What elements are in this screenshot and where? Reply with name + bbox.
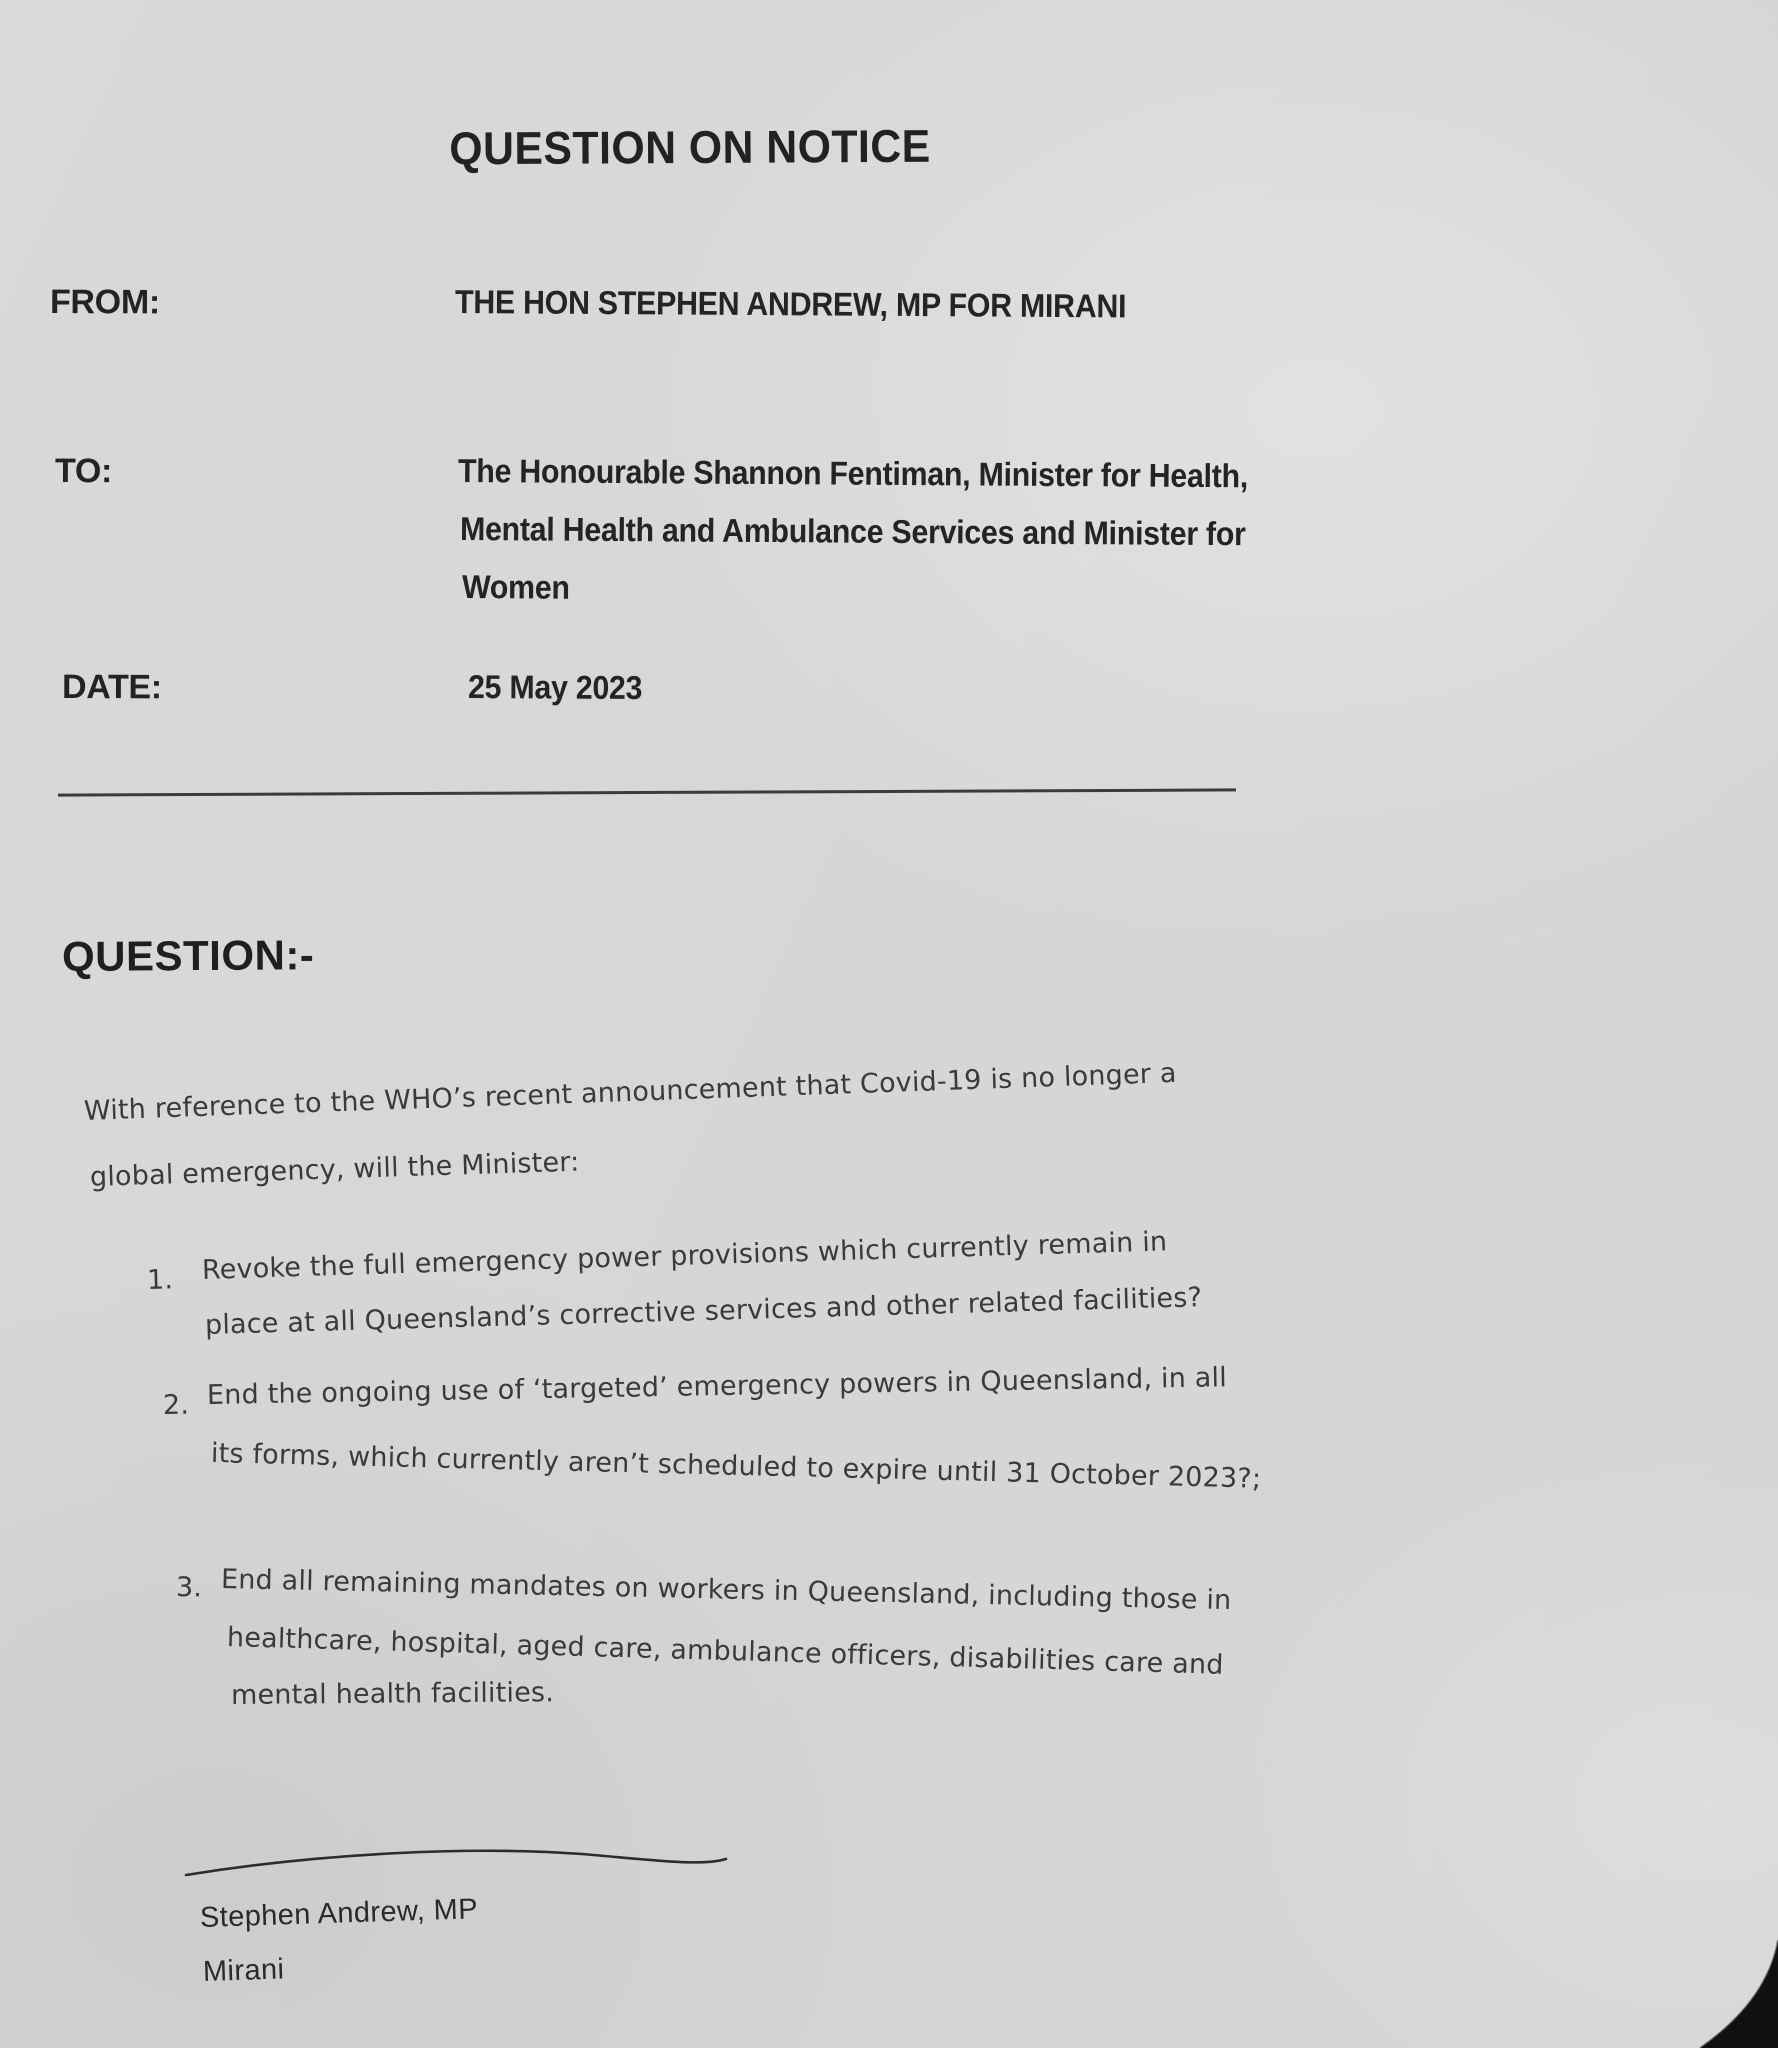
signature-electorate: Mirani [202,1953,285,1988]
list-item-line: place at all Queensland’s corrective services and other related facilities? [204,1282,1203,1341]
list-item-line: healthcare, hospital, aged care, ambulance officers, disabilities care and [226,1622,1225,1681]
list-item-line: its forms, which currently aren’t scheduled to expire until 31 October 2023?; [210,1438,1262,1495]
to-value-line: Mental Health and Ambulance Services and Minister for [459,510,1246,553]
list-item-number: 1. [146,1264,174,1296]
signature-name: Stephen Andrew, MP [199,1893,479,1934]
date-value: 25 May 2023 [467,668,643,706]
date-label: DATE: [61,668,162,707]
to-value-line: The Honourable Shannon Fentiman, Minister for Health, [457,452,1249,495]
signature-line [182,1842,730,1880]
from-value: THE HON STEPHEN ANDREW, MP FOR MIRANI [454,283,1127,325]
question-intro-line: global emergency, will the Minister: [89,1146,580,1193]
question-intro-line: With reference to the WHO’s recent announcement that Covid-19 is no longer a [83,1057,1178,1127]
list-item-line: Revoke the full emergency power provisions which currently remain in [201,1226,1168,1286]
to-value-line: Women [461,568,570,606]
section-divider-line [58,788,1236,796]
list-item-line: mental health facilities. [230,1677,555,1711]
list-item-line: End all remaining mandates on workers in Queensland, including those in [220,1564,1232,1617]
list-item-line: End the ongoing use of ‘targeted’ emergency powers in Queensland, in all [206,1362,1228,1411]
paper-corner-shadow [1686,1898,1778,2048]
question-heading: QUESTION:- [61,931,315,980]
from-label: FROM: [49,283,160,322]
to-label: TO: [54,452,113,491]
list-item-number: 3. [175,1572,203,1604]
list-item-number: 2. [162,1389,190,1421]
document-title: QUESTION ON NOTICE [449,119,931,175]
